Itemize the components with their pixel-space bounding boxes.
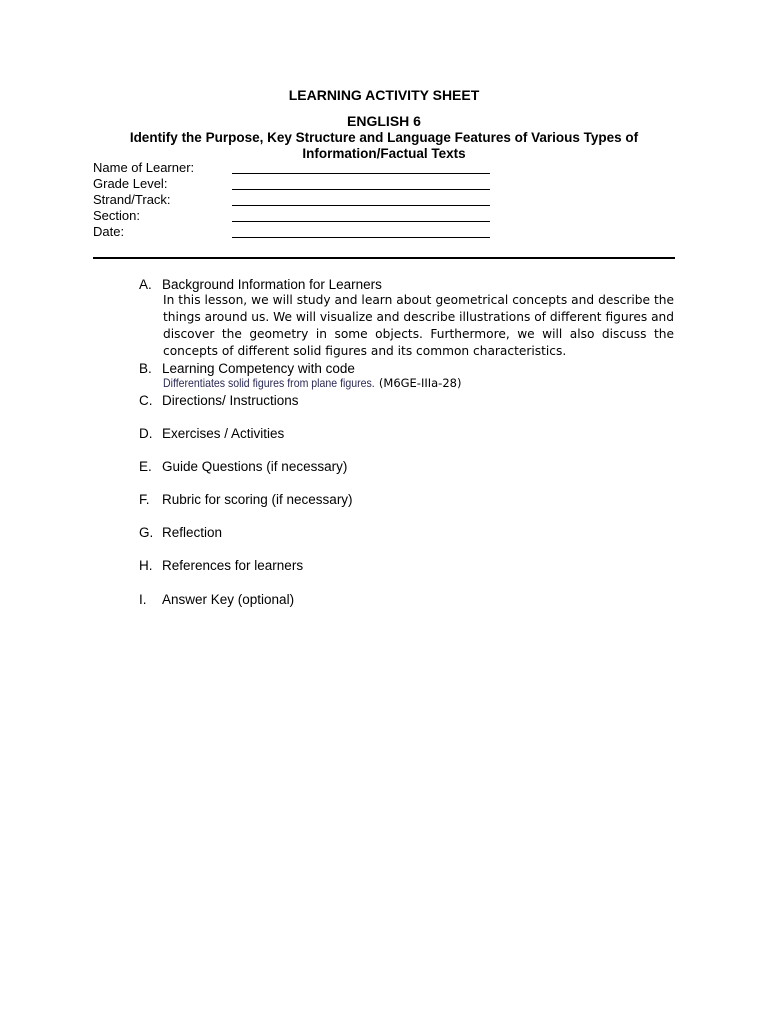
section-heading: Background Information for Learners: [162, 277, 382, 292]
section-letter: A.: [139, 277, 152, 292]
field-strand-track: [93, 192, 513, 208]
field-label: Name of Learner:: [93, 160, 195, 175]
section-heading: Guide Questions (if necessary): [162, 459, 348, 474]
field-label: Section:: [93, 208, 140, 223]
section-letter: I.: [139, 592, 147, 607]
blank-line: [232, 221, 490, 222]
section-letter: F.: [139, 492, 150, 507]
section-letter: E.: [139, 459, 152, 474]
section-heading: Reflection: [162, 525, 223, 540]
section-letter: G.: [139, 525, 154, 540]
section-letter: B.: [139, 361, 152, 376]
section-heading: Answer Key (optional): [162, 592, 295, 607]
learner-info-fields: [93, 160, 513, 240]
section-letter: C.: [139, 393, 153, 408]
blank-line: [232, 189, 490, 190]
field-label: Grade Level:: [93, 176, 168, 191]
section-heading: Exercises / Activities: [162, 426, 285, 441]
background-paragraph: In this lesson, we will study and learn about geometrical concepts and describe the things around us. We will visualize and describe illustrations of different figures and discover the geometry in some objects. Furthermore, we will also discuss the concepts of different solid figures and its common characteristics.: [163, 293, 674, 358]
section-letter: H.: [139, 558, 153, 573]
subject-title: ENGLISH 6: [347, 113, 421, 129]
horizontal-divider: [93, 257, 675, 259]
field-section: [93, 208, 513, 224]
section-letter: D.: [139, 426, 153, 441]
blank-line: [232, 205, 490, 206]
blank-line: [232, 173, 490, 174]
section-heading: Directions/ Instructions: [162, 393, 299, 408]
field-label: Date:: [93, 224, 125, 239]
section-heading: References for learners: [162, 558, 304, 573]
field-label: Strand/Track:: [93, 192, 171, 207]
competency-text: Differentiates solid figures from plane figures.: [163, 376, 375, 390]
blank-line: [232, 237, 490, 238]
section-heading: Learning Competency with code: [162, 361, 355, 376]
field-name-of-learner: [93, 160, 513, 176]
section-heading: Rubric for scoring (if necessary): [162, 492, 353, 507]
competency-line: [163, 376, 461, 391]
field-grade-level: [93, 176, 513, 192]
topic-title: Identify the Purpose, Key Structure and Language Features of Various Types of Information/Factual Texts: [129, 130, 639, 161]
competency-code: (M6GE-IIIa-28): [378, 376, 462, 390]
field-date: [93, 224, 513, 240]
sheet-title: LEARNING ACTIVITY SHEET: [288, 87, 480, 103]
